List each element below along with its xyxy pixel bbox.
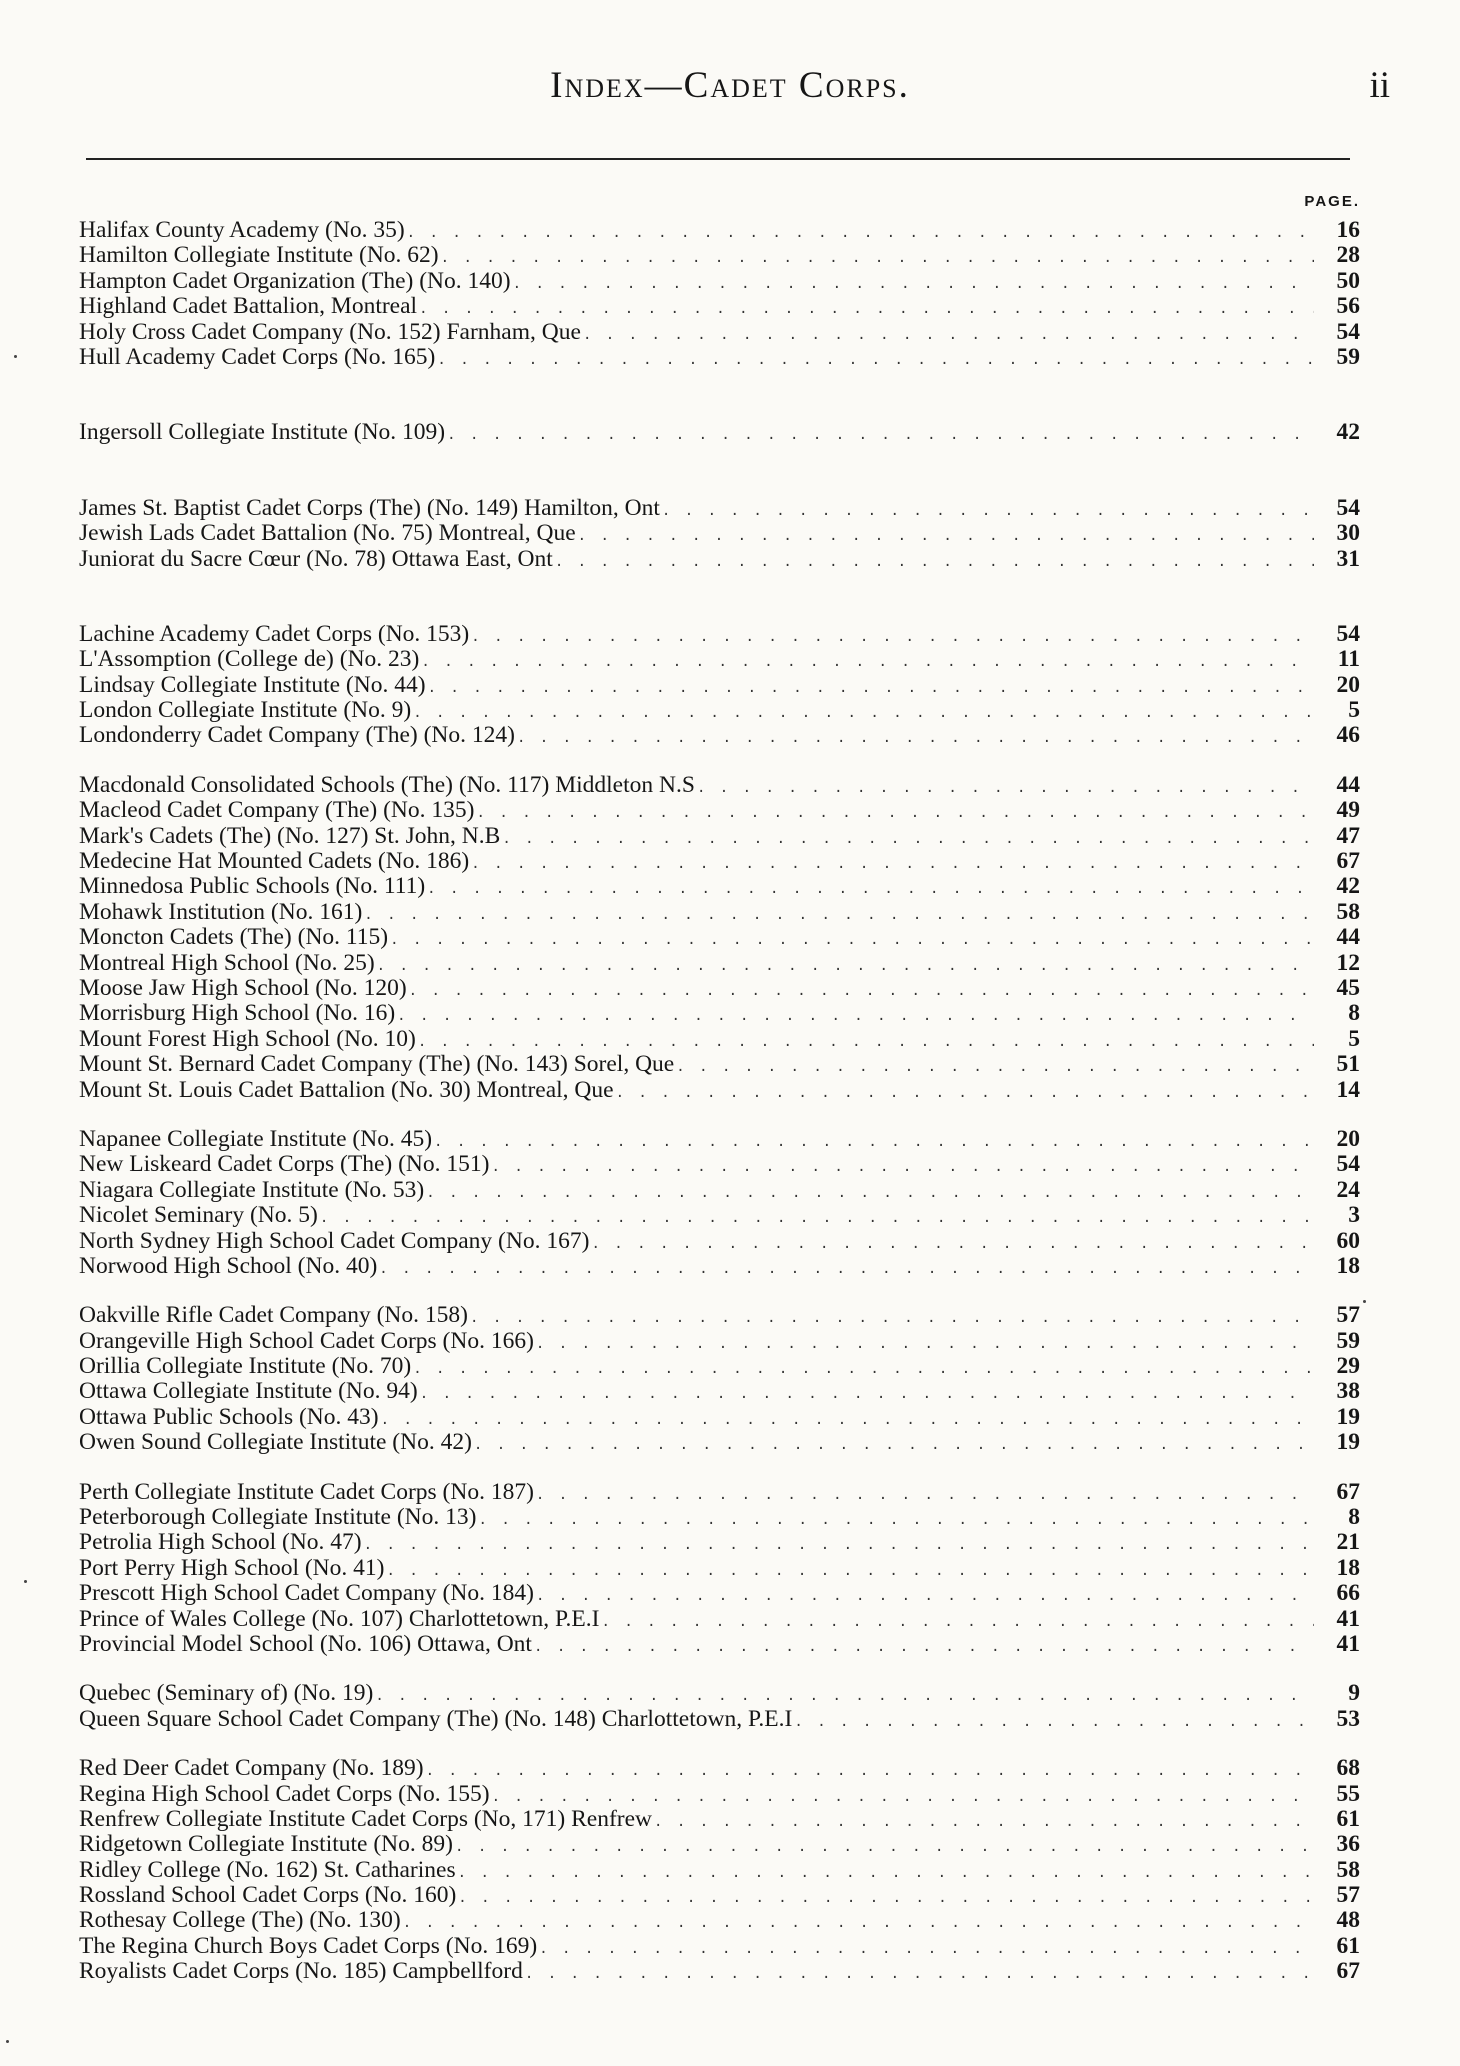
index-entry	[79, 1505, 1360, 1530]
index-group-l	[79, 622, 1360, 749]
entry-title: Moncton Cadets (The) (No. 115)	[79, 924, 389, 951]
page-column-label: PAGE.	[1304, 193, 1360, 210]
index-entry	[79, 925, 1360, 950]
dot-leader	[434, 1130, 1314, 1155]
entry-page-number: 18	[1336, 1252, 1360, 1279]
entry-title: Morrisburg High School (No. 16)	[79, 1000, 396, 1027]
entry-page-number: 5	[1348, 1025, 1360, 1052]
margin-speck	[1363, 1300, 1366, 1303]
entry-page-number: 8	[1348, 1000, 1360, 1027]
index-entry	[79, 773, 1360, 798]
index-entry	[79, 647, 1360, 672]
index-entry	[79, 1052, 1360, 1077]
entry-title: Petrolia High School (No. 47)	[79, 1529, 362, 1556]
entry-page-number: 38	[1336, 1378, 1360, 1405]
entry-page-number: 18	[1336, 1554, 1360, 1581]
dot-leader	[428, 676, 1314, 701]
entry-title: Rothesay College (The) (No. 130)	[79, 1907, 401, 1934]
index-entry	[79, 1480, 1360, 1505]
index-entry	[79, 1254, 1360, 1279]
entry-title: Hamilton Collegiate Institute (No. 62)	[79, 242, 439, 269]
dot-leader	[502, 827, 1314, 852]
dot-leader	[403, 1911, 1314, 1936]
index-entry	[79, 976, 1360, 1001]
dot-leader	[409, 979, 1314, 1004]
entry-page-number: 60	[1336, 1227, 1360, 1254]
dot-leader	[591, 1232, 1314, 1257]
page-header	[0, 64, 1460, 114]
entry-page-number: 48	[1336, 1907, 1360, 1934]
entry-title: Mark's Cadets (The) (No. 127) St. John, N.B	[79, 822, 501, 849]
index-entry	[79, 1203, 1360, 1228]
index-group-p	[79, 1480, 1360, 1658]
entry-page-number: 20	[1336, 1125, 1360, 1152]
dot-leader	[662, 499, 1314, 524]
entry-title: Ridley College (No. 162) St. Catharines	[79, 1856, 456, 1883]
index-entry	[79, 1178, 1360, 1203]
entry-title: Hampton Cadet Organization (The) (No. 140)	[79, 267, 511, 294]
dot-leader	[379, 1257, 1314, 1282]
entry-page-number: 68	[1336, 1755, 1360, 1782]
index-group-r	[79, 1756, 1360, 1985]
entry-page-number: 19	[1336, 1429, 1360, 1456]
index-entry	[79, 1607, 1360, 1632]
index-group-o	[79, 1303, 1360, 1455]
entry-page-number: 61	[1336, 1805, 1360, 1832]
entry-title: New Liskeard Cadet Corps (The) (No. 151)	[79, 1151, 490, 1178]
entry-title: Halifax County Academy (No. 35)	[79, 217, 405, 243]
dot-leader	[478, 1508, 1314, 1533]
entry-page-number: 41	[1336, 1605, 1360, 1632]
index-entry	[79, 1027, 1360, 1052]
entry-title: Moose Jaw High School (No. 120)	[79, 974, 407, 1001]
entry-title: Renfrew Collegiate Institute Cadet Corps (No, 171) Renfrew	[79, 1805, 652, 1832]
entry-title: Highland Cadet Battalion, Montreal	[79, 293, 418, 320]
entry-page-number: 49	[1336, 797, 1360, 824]
dot-leader	[377, 954, 1314, 979]
entry-title: Niagara Collegiate Institute (No. 53)	[79, 1176, 425, 1203]
entry-page-number: 45	[1336, 974, 1360, 1001]
entry-page-number: 51	[1336, 1051, 1360, 1078]
entry-page-number: 59	[1336, 1327, 1360, 1354]
entry-title: Red Deer Cadet Company (No. 189)	[79, 1755, 424, 1782]
entry-page-number: 58	[1336, 1856, 1360, 1883]
entry-page-number: 36	[1336, 1831, 1360, 1858]
dot-leader	[426, 1759, 1314, 1784]
entry-title: London Collegiate Institute (No. 9)	[79, 697, 412, 724]
entry-page-number: 42	[1336, 419, 1360, 446]
entry-title: Mount Forest High School (No. 10)	[79, 1025, 416, 1052]
entry-page-number: 44	[1336, 924, 1360, 951]
index-entry	[79, 1681, 1360, 1706]
entry-page-number: 14	[1336, 1076, 1360, 1103]
index-entry	[79, 1581, 1360, 1606]
entry-page-number: 54	[1336, 494, 1360, 521]
index-entry	[79, 420, 1360, 445]
index-entry	[79, 1556, 1360, 1581]
index-entry	[79, 1078, 1360, 1103]
dot-leader	[471, 852, 1314, 877]
dot-leader	[426, 1181, 1314, 1206]
entry-page-number: 21	[1336, 1529, 1360, 1556]
margin-speck	[6, 2040, 9, 2043]
entry-page-number: 31	[1336, 545, 1360, 572]
dot-leader	[447, 423, 1314, 448]
entry-title: Juniorat du Sacre Cœur (No. 78) Ottawa East, Ont	[79, 545, 553, 572]
index-entry	[79, 320, 1360, 345]
dot-leader	[455, 1835, 1314, 1860]
dot-leader	[794, 1710, 1314, 1735]
dot-leader	[407, 221, 1314, 246]
entry-title: Minnedosa Public Schools (No. 111)	[79, 873, 426, 900]
entry-page-number: 50	[1336, 267, 1360, 294]
dot-leader	[458, 1861, 1314, 1886]
index-entry	[79, 1303, 1360, 1328]
index-entry	[79, 547, 1360, 572]
entry-page-number: 5	[1348, 697, 1360, 724]
entry-page-number: 67	[1336, 848, 1360, 875]
dot-leader	[536, 1483, 1314, 1508]
index-entry	[79, 1707, 1360, 1732]
dot-leader	[390, 928, 1314, 953]
index-entry	[79, 1858, 1360, 1883]
dot-leader	[470, 1306, 1314, 1331]
dot-leader	[471, 625, 1314, 650]
index-group-i	[79, 420, 1360, 445]
entry-title: L'Assomption (College de) (No. 23)	[79, 646, 420, 673]
entry-page-number: 19	[1336, 1403, 1360, 1430]
entry-title: Medecine Hat Mounted Cadets (No. 186)	[79, 848, 470, 875]
index-entry	[79, 521, 1360, 546]
entry-title: Owen Sound Collegiate Institute (No. 42)	[79, 1429, 472, 1456]
index-entry	[79, 824, 1360, 849]
dot-leader	[525, 1962, 1314, 1987]
index-entry	[79, 849, 1360, 874]
index-entry	[79, 1405, 1360, 1430]
entry-title: Nicolet Seminary (No. 5)	[79, 1202, 318, 1229]
entry-title: Ottawa Collegiate Institute (No. 94)	[79, 1378, 418, 1405]
entry-title: Orillia Collegiate Institute (No. 70)	[79, 1353, 412, 1380]
index-entry	[79, 1883, 1360, 1908]
index-entry	[79, 1959, 1360, 1984]
entry-title: Ridgetown Collegiate Institute (No. 89)	[79, 1831, 453, 1858]
index-entry	[79, 622, 1360, 647]
index-entry	[79, 1430, 1360, 1455]
entry-page-number: 29	[1336, 1353, 1360, 1380]
entry-title: Hull Academy Cadet Corps (No. 165)	[79, 343, 436, 370]
entry-page-number: 3	[1348, 1202, 1360, 1229]
entry-title: Montreal High School (No. 25)	[79, 949, 375, 976]
dot-leader	[578, 524, 1314, 549]
index-list	[79, 218, 1360, 2009]
dot-leader	[413, 701, 1314, 726]
entry-page-number: 30	[1336, 520, 1360, 547]
index-entry	[79, 1354, 1360, 1379]
index-entry	[79, 1782, 1360, 1807]
entry-title: Lindsay Collegiate Institute (No. 44)	[79, 671, 426, 698]
index-entry	[79, 723, 1360, 748]
entry-page-number: 66	[1336, 1580, 1360, 1607]
index-entry	[79, 1379, 1360, 1404]
index-entry	[79, 673, 1360, 698]
index-entry	[79, 1127, 1360, 1152]
entry-page-number: 28	[1336, 242, 1360, 269]
dot-leader	[513, 272, 1314, 297]
dot-leader	[517, 726, 1314, 751]
entry-title: Macdonald Consolidated Schools (The) (No. 117) Middleton N.S	[79, 771, 695, 798]
entry-title: Lachine Academy Cadet Corps (No. 153)	[79, 620, 470, 647]
entry-title: Quebec (Seminary of) (No. 19)	[79, 1680, 374, 1707]
index-entry	[79, 1934, 1360, 1959]
entry-title: Mohawk Institution (No. 161)	[79, 898, 363, 925]
entry-page-number: 24	[1336, 1176, 1360, 1203]
entry-page-number: 67	[1336, 1478, 1360, 1505]
dot-leader	[536, 1584, 1314, 1609]
dot-leader	[397, 1004, 1314, 1029]
page-title: Index—Cadet Corps.	[550, 65, 910, 106]
entry-page-number: 54	[1336, 318, 1360, 345]
dot-leader	[601, 1610, 1314, 1635]
dot-leader	[458, 1886, 1314, 1911]
entry-page-number: 41	[1336, 1630, 1360, 1657]
entry-title: Norwood High School (No. 40)	[79, 1252, 378, 1279]
index-group-h	[79, 218, 1360, 370]
entry-title: Perth Collegiate Institute Cadet Corps (No. 187)	[79, 1478, 534, 1505]
entry-page-number: 61	[1336, 1932, 1360, 1959]
entry-page-number: 56	[1336, 293, 1360, 320]
entry-page-number: 58	[1336, 898, 1360, 925]
dot-leader	[413, 1357, 1314, 1382]
entry-page-number: 11	[1337, 646, 1360, 673]
page-number: ii	[1369, 65, 1390, 106]
index-entry	[79, 1530, 1360, 1555]
entry-title: Peterborough Collegiate Institute (No. 13)	[79, 1504, 477, 1531]
index-entry	[79, 269, 1360, 294]
dot-leader	[616, 1081, 1314, 1106]
dot-leader	[555, 550, 1314, 575]
index-entry	[79, 1832, 1360, 1857]
entry-title: Ottawa Public Schools (No. 43)	[79, 1403, 379, 1430]
entry-title: Royalists Cadet Corps (No. 185) Campbellford	[79, 1958, 523, 1985]
entry-title: Oakville Rifle Cadet Company (No. 158)	[79, 1302, 468, 1329]
dot-leader	[654, 1810, 1314, 1835]
entry-page-number: 20	[1336, 671, 1360, 698]
index-entry	[79, 1807, 1360, 1832]
index-entry	[79, 1908, 1360, 1933]
dot-leader	[421, 650, 1314, 675]
dot-leader	[441, 246, 1314, 271]
entry-page-number: 16	[1336, 217, 1360, 243]
entry-title: Jewish Lads Cadet Battalion (No. 75) Montreal, Que	[79, 520, 576, 547]
dot-leader	[539, 1937, 1314, 1962]
entry-page-number: 59	[1336, 343, 1360, 370]
entry-page-number: 57	[1336, 1302, 1360, 1329]
entry-title: The Regina Church Boys Cadet Corps (No. 169)	[79, 1932, 538, 1959]
entry-title: Macleod Cadet Company (The) (No. 135)	[79, 797, 475, 824]
entry-page-number: 8	[1348, 1504, 1360, 1531]
dot-leader	[437, 348, 1314, 373]
dot-leader	[427, 877, 1314, 902]
index-entry	[79, 798, 1360, 823]
entry-title: Port Perry High School (No. 41)	[79, 1554, 385, 1581]
entry-page-number: 12	[1336, 949, 1360, 976]
index-entry	[79, 698, 1360, 723]
dot-leader	[476, 801, 1314, 826]
index-entry	[79, 1229, 1360, 1254]
margin-speck	[14, 355, 17, 358]
index-group-j	[79, 496, 1360, 572]
dot-leader	[536, 1332, 1314, 1357]
entry-title: Mount St. Bernard Cadet Company (The) (No. 143) Sorel, Que	[79, 1051, 675, 1078]
entry-title: Mount St. Louis Cadet Battalion (No. 30) Montreal, Que	[79, 1076, 614, 1103]
dot-leader	[697, 776, 1314, 801]
entry-title: Queen Square School Cadet Company (The) (No. 148) Charlottetown, P.E.I	[79, 1705, 793, 1732]
index-group-m	[79, 773, 1360, 1103]
entry-title: Prince of Wales College (No. 107) Charlottetown, P.E.I	[79, 1605, 600, 1632]
entry-page-number: 67	[1336, 1958, 1360, 1985]
entry-page-number: 53	[1336, 1705, 1360, 1732]
entry-title: Regina High School Cadet Corps (No. 155)	[79, 1780, 490, 1807]
entry-title: Ingersoll Collegiate Institute (No. 109)	[79, 419, 446, 446]
entry-title: Provincial Model School (No. 106) Ottawa, Ont	[79, 1630, 532, 1657]
index-entry	[79, 294, 1360, 319]
dot-leader	[534, 1635, 1314, 1660]
index-entry	[79, 496, 1360, 521]
entry-page-number: 47	[1336, 822, 1360, 849]
dot-leader	[676, 1055, 1314, 1080]
index-entry	[79, 1756, 1360, 1781]
index-group-q	[79, 1681, 1360, 1732]
dot-leader	[491, 1155, 1314, 1180]
entry-page-number: 46	[1336, 722, 1360, 749]
header-rule	[86, 158, 1350, 160]
entry-title: North Sydney High School Cadet Company (No. 167)	[79, 1227, 590, 1254]
dot-leader	[474, 1433, 1314, 1458]
entry-title: Holy Cross Cadet Company (No. 152) Farnham, Que	[79, 318, 581, 345]
index-entry	[79, 218, 1360, 243]
entry-page-number: 9	[1348, 1680, 1360, 1707]
dot-leader	[420, 1382, 1314, 1407]
index-entry	[79, 900, 1360, 925]
dot-leader	[364, 903, 1314, 928]
entry-page-number: 44	[1336, 771, 1360, 798]
index-entry	[79, 1632, 1360, 1657]
index-group-n	[79, 1127, 1360, 1279]
dot-leader	[583, 323, 1314, 348]
index-entry	[79, 1329, 1360, 1354]
index-entry	[79, 874, 1360, 899]
entry-page-number: 57	[1336, 1882, 1360, 1909]
index-entry	[79, 345, 1360, 370]
entry-page-number: 42	[1336, 873, 1360, 900]
entry-title: Napanee Collegiate Institute (No. 45)	[79, 1125, 433, 1152]
index-entry	[79, 1001, 1360, 1026]
entry-title: Orangeville High School Cadet Corps (No. 166)	[79, 1327, 534, 1354]
entry-page-number: 54	[1336, 1151, 1360, 1178]
entry-page-number: 54	[1336, 620, 1360, 647]
entry-title: Rossland School Cadet Corps (No. 160)	[79, 1882, 457, 1909]
entry-title: Prescott High School Cadet Company (No. 184)	[79, 1580, 534, 1607]
index-entry	[79, 1152, 1360, 1177]
dot-leader	[381, 1408, 1314, 1433]
entry-page-number: 55	[1336, 1780, 1360, 1807]
entry-title: James St. Baptist Cadet Corps (The) (No. 149) Hamilton, Ont	[79, 494, 660, 521]
dot-leader	[364, 1533, 1314, 1558]
entry-title: Londonderry Cadet Company (The) (No. 124)	[79, 722, 515, 749]
index-entry	[79, 951, 1360, 976]
margin-speck	[24, 1580, 27, 1583]
index-entry	[79, 243, 1360, 268]
